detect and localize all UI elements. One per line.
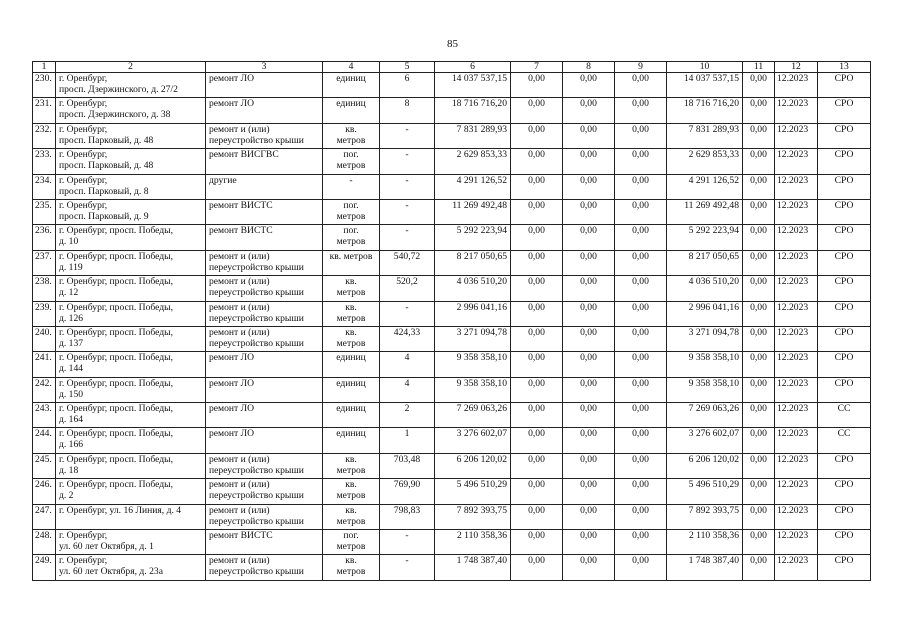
column-number-header-row [33, 62, 871, 73]
cost-cell: 0,00 [615, 174, 667, 199]
completion-date-cell: 12.2023 [775, 250, 818, 275]
funding-source-cell: СС [818, 428, 871, 453]
cost-cell: 6 206 120,02 [667, 453, 743, 478]
cost-cell: 0,00 [511, 326, 563, 351]
cost-cell: 0,00 [563, 403, 615, 428]
cost-cell: 3 271 094,78 [667, 326, 743, 351]
funding-source-cell: СРО [818, 479, 871, 504]
cost-cell: 0,00 [615, 149, 667, 174]
work-type-cell: ремонт ЛО [206, 428, 323, 453]
total-cost-cell: 4 291 126,52 [435, 174, 511, 199]
table-row [33, 123, 871, 148]
work-type-cell: ремонт и (или) переустройство крыши [206, 276, 323, 301]
table-body [33, 73, 871, 581]
unit-cell: кв. метров [323, 504, 380, 529]
cost-cell: 18 716 716,20 [667, 98, 743, 123]
cost-cell: 0,00 [511, 174, 563, 199]
work-type-cell: ремонт и (или) переустройство крыши [206, 504, 323, 529]
quantity-cell: 8 [380, 98, 435, 123]
funding-source-cell: СРО [818, 555, 871, 580]
column-number: 8 [563, 62, 615, 73]
row-number: 235. [33, 199, 56, 224]
unit-cell: кв. метров [323, 453, 380, 478]
completion-date-cell: 12.2023 [775, 199, 818, 224]
cost-cell: 0,00 [615, 555, 667, 580]
address-cell: г. Оренбург, ул. 60 лет Октября, д. 1 [56, 530, 206, 555]
column-number: 7 [511, 62, 563, 73]
address-cell: г. Оренбург, просп. Победы, д. 150 [56, 377, 206, 402]
address-cell: г. Оренбург, просп. Парковый, д. 8 [56, 174, 206, 199]
quantity-cell: 769,90 [380, 479, 435, 504]
unit-cell: единиц [323, 403, 380, 428]
completion-date-cell: 12.2023 [775, 530, 818, 555]
table-row [33, 504, 871, 529]
quantity-cell: 1 [380, 428, 435, 453]
address-cell: г. Оренбург, просп. Победы, д. 2 [56, 479, 206, 504]
completion-date-cell: 12.2023 [775, 276, 818, 301]
cost-cell: 0,00 [563, 98, 615, 123]
cost-cell: 2 996 041,16 [667, 301, 743, 326]
total-cost-cell: 14 037 537,15 [435, 73, 511, 98]
total-cost-cell: 5 292 223,94 [435, 225, 511, 250]
total-cost-cell: 2 110 358,36 [435, 530, 511, 555]
completion-date-cell: 12.2023 [775, 326, 818, 351]
cost-cell: 0,00 [511, 98, 563, 123]
funding-source-cell: СРО [818, 301, 871, 326]
cost-cell: 0,00 [511, 276, 563, 301]
cost-cell: 14 037 537,15 [667, 73, 743, 98]
address-cell: г. Оренбург, просп. Дзержинского, д. 27/2 [56, 73, 206, 98]
column-number: 4 [323, 62, 380, 73]
total-cost-cell: 2 996 041,16 [435, 301, 511, 326]
cost-cell: 0,00 [563, 479, 615, 504]
cost-cell: 0,00 [511, 428, 563, 453]
quantity-cell: 520,2 [380, 276, 435, 301]
work-type-cell: ремонт ЛО [206, 98, 323, 123]
address-cell: г. Оренбург, просп. Парковый, д. 9 [56, 199, 206, 224]
table-row [33, 98, 871, 123]
cost-cell: 0,00 [563, 199, 615, 224]
column-number: 5 [380, 62, 435, 73]
cost-cell: 0,00 [743, 73, 775, 98]
cost-cell: 0,00 [615, 453, 667, 478]
cost-cell: 0,00 [743, 301, 775, 326]
table-row [33, 530, 871, 555]
quantity-cell: - [380, 199, 435, 224]
column-number: 3 [206, 62, 323, 73]
cost-cell: 0,00 [615, 530, 667, 555]
quantity-cell: - [380, 530, 435, 555]
cost-cell: 0,00 [615, 250, 667, 275]
quantity-cell: 703,48 [380, 453, 435, 478]
cost-cell: 0,00 [511, 352, 563, 377]
total-cost-cell: 9 358 358,10 [435, 377, 511, 402]
completion-date-cell: 12.2023 [775, 301, 818, 326]
cost-cell: 0,00 [511, 123, 563, 148]
cost-cell: 0,00 [511, 479, 563, 504]
quantity-cell: - [380, 301, 435, 326]
cost-cell: 0,00 [743, 123, 775, 148]
quantity-cell: - [380, 123, 435, 148]
completion-date-cell: 12.2023 [775, 504, 818, 529]
cost-cell: 0,00 [743, 225, 775, 250]
funding-source-cell: СРО [818, 276, 871, 301]
total-cost-cell: 18 716 716,20 [435, 98, 511, 123]
cost-cell: 9 358 358,10 [667, 377, 743, 402]
row-number: 241. [33, 352, 56, 377]
completion-date-cell: 12.2023 [775, 149, 818, 174]
cost-cell: 0,00 [615, 403, 667, 428]
quantity-cell: - [380, 555, 435, 580]
cost-cell: 0,00 [563, 301, 615, 326]
work-type-cell: ремонт и (или) переустройство крыши [206, 301, 323, 326]
work-type-cell: ремонт и (или) переустройство крыши [206, 555, 323, 580]
table-row [33, 453, 871, 478]
funding-source-cell: СРО [818, 453, 871, 478]
quantity-cell: 2 [380, 403, 435, 428]
cost-cell: 7 269 063,26 [667, 403, 743, 428]
column-number: 12 [775, 62, 818, 73]
table-row [33, 326, 871, 351]
address-cell: г. Оренбург, просп. Дзержинского, д. 38 [56, 98, 206, 123]
cost-cell: 1 748 387,40 [667, 555, 743, 580]
table-row [33, 301, 871, 326]
cost-cell: 0,00 [563, 530, 615, 555]
cost-cell: 0,00 [615, 199, 667, 224]
cost-cell: 0,00 [743, 276, 775, 301]
quantity-cell: 424,33 [380, 326, 435, 351]
cost-cell: 0,00 [563, 377, 615, 402]
address-cell: г. Оренбург, просп. Победы, д. 119 [56, 250, 206, 275]
unit-cell: единиц [323, 377, 380, 402]
table-row [33, 250, 871, 275]
cost-cell: 0,00 [743, 428, 775, 453]
funding-source-cell: СРО [818, 326, 871, 351]
cost-cell: 7 831 289,93 [667, 123, 743, 148]
total-cost-cell: 1 748 387,40 [435, 555, 511, 580]
table-row [33, 73, 871, 98]
unit-cell: пог. метров [323, 199, 380, 224]
table-row [33, 479, 871, 504]
cost-cell: 0,00 [563, 428, 615, 453]
cost-cell: 0,00 [511, 73, 563, 98]
funding-source-cell: СРО [818, 98, 871, 123]
completion-date-cell: 12.2023 [775, 555, 818, 580]
row-number: 242. [33, 377, 56, 402]
cost-cell: 0,00 [615, 276, 667, 301]
unit-cell: кв. метров [323, 250, 380, 275]
cost-cell: 0,00 [563, 73, 615, 98]
cost-cell: 0,00 [615, 428, 667, 453]
completion-date-cell: 12.2023 [775, 428, 818, 453]
cost-cell: 0,00 [511, 403, 563, 428]
cost-cell: 2 110 358,36 [667, 530, 743, 555]
row-number: 245. [33, 453, 56, 478]
row-number: 234. [33, 174, 56, 199]
column-number: 1 [33, 62, 56, 73]
unit-cell: единиц [323, 352, 380, 377]
address-cell: г. Оренбург, просп. Победы, д. 126 [56, 301, 206, 326]
completion-date-cell: 12.2023 [775, 123, 818, 148]
completion-date-cell: 12.2023 [775, 73, 818, 98]
work-type-cell: ремонт ЛО [206, 403, 323, 428]
work-type-cell: ремонт ВИСТС [206, 530, 323, 555]
quantity-cell: - [380, 149, 435, 174]
quantity-cell: - [380, 225, 435, 250]
address-cell: г. Оренбург, просп. Парковый, д. 48 [56, 123, 206, 148]
cost-cell: 5 496 510,29 [667, 479, 743, 504]
total-cost-cell: 11 269 492,48 [435, 199, 511, 224]
cost-cell: 0,00 [615, 98, 667, 123]
row-number: 248. [33, 530, 56, 555]
row-number: 232. [33, 123, 56, 148]
cost-cell: 0,00 [563, 123, 615, 148]
completion-date-cell: 12.2023 [775, 479, 818, 504]
address-cell: г. Оренбург, просп. Победы, д. 10 [56, 225, 206, 250]
work-type-cell: другие [206, 174, 323, 199]
quantity-cell: 4 [380, 352, 435, 377]
table-row [33, 428, 871, 453]
cost-cell: 0,00 [615, 504, 667, 529]
total-cost-cell: 8 217 050,65 [435, 250, 511, 275]
cost-cell: 0,00 [615, 301, 667, 326]
work-type-cell: ремонт и (или) переустройство крыши [206, 453, 323, 478]
address-cell: г. Оренбург, просп. Победы, д. 18 [56, 453, 206, 478]
work-type-cell: ремонт ВИСТС [206, 199, 323, 224]
funding-source-cell: СРО [818, 199, 871, 224]
table-row [33, 199, 871, 224]
cost-cell: 0,00 [563, 504, 615, 529]
unit-cell: единиц [323, 98, 380, 123]
work-type-cell: ремонт ЛО [206, 352, 323, 377]
table-row [33, 174, 871, 199]
address-cell: г. Оренбург, просп. Победы, д. 144 [56, 352, 206, 377]
quantity-cell: 540,72 [380, 250, 435, 275]
funding-source-cell: СРО [818, 352, 871, 377]
cost-cell: 0,00 [563, 276, 615, 301]
total-cost-cell: 3 271 094,78 [435, 326, 511, 351]
cost-cell: 0,00 [615, 352, 667, 377]
unit-cell: единиц [323, 73, 380, 98]
cost-cell: 11 269 492,48 [667, 199, 743, 224]
row-number: 231. [33, 98, 56, 123]
cost-cell: 0,00 [615, 479, 667, 504]
cost-cell: 0,00 [615, 225, 667, 250]
cost-cell: 0,00 [743, 326, 775, 351]
table-row [33, 377, 871, 402]
table-row [33, 276, 871, 301]
row-number: 246. [33, 479, 56, 504]
row-number: 244. [33, 428, 56, 453]
unit-cell: кв. метров [323, 123, 380, 148]
unit-cell: кв. метров [323, 326, 380, 351]
table-row [33, 149, 871, 174]
column-number: 6 [435, 62, 511, 73]
unit-cell: кв. метров [323, 276, 380, 301]
funding-source-cell: СРО [818, 504, 871, 529]
address-cell: г. Оренбург, просп. Победы, д. 137 [56, 326, 206, 351]
cost-cell: 0,00 [563, 174, 615, 199]
work-type-cell: ремонт ЛО [206, 377, 323, 402]
cost-cell: 0,00 [563, 149, 615, 174]
cost-cell: 0,00 [615, 377, 667, 402]
total-cost-cell: 7 892 393,75 [435, 504, 511, 529]
unit-cell: пог. метров [323, 225, 380, 250]
cost-cell: 0,00 [743, 403, 775, 428]
quantity-cell: - [380, 174, 435, 199]
table-row [33, 403, 871, 428]
unit-cell: - [323, 174, 380, 199]
completion-date-cell: 12.2023 [775, 98, 818, 123]
unit-cell: кв. метров [323, 555, 380, 580]
funding-source-cell: СС [818, 403, 871, 428]
cost-cell: 7 892 393,75 [667, 504, 743, 529]
cost-cell: 0,00 [563, 555, 615, 580]
total-cost-cell: 4 036 510,20 [435, 276, 511, 301]
page-number: 85 [447, 38, 458, 50]
cost-cell: 0,00 [743, 149, 775, 174]
cost-cell: 0,00 [563, 250, 615, 275]
cost-cell: 0,00 [563, 225, 615, 250]
cost-cell: 0,00 [511, 225, 563, 250]
completion-date-cell: 12.2023 [775, 225, 818, 250]
table-row [33, 225, 871, 250]
cost-cell: 0,00 [511, 250, 563, 275]
completion-date-cell: 12.2023 [775, 352, 818, 377]
funding-source-cell: СРО [818, 377, 871, 402]
completion-date-cell: 12.2023 [775, 377, 818, 402]
unit-cell: единиц [323, 428, 380, 453]
funding-source-cell: СРО [818, 225, 871, 250]
unit-cell: пог. метров [323, 149, 380, 174]
cost-cell: 0,00 [511, 504, 563, 529]
cost-cell: 0,00 [743, 352, 775, 377]
column-number: 11 [743, 62, 775, 73]
cost-cell: 0,00 [743, 199, 775, 224]
quantity-cell: 4 [380, 377, 435, 402]
address-cell: г. Оренбург, просп. Победы, д. 166 [56, 428, 206, 453]
completion-date-cell: 12.2023 [775, 453, 818, 478]
total-cost-cell: 5 496 510,29 [435, 479, 511, 504]
cost-cell: 0,00 [563, 352, 615, 377]
total-cost-cell: 7 269 063,26 [435, 403, 511, 428]
unit-cell: кв. метров [323, 479, 380, 504]
total-cost-cell: 3 276 602,07 [435, 428, 511, 453]
row-number: 237. [33, 250, 56, 275]
cost-cell: 0,00 [615, 123, 667, 148]
work-type-cell: ремонт ЛО [206, 73, 323, 98]
cost-cell: 0,00 [563, 326, 615, 351]
funding-source-cell: СРО [818, 149, 871, 174]
cost-cell: 0,00 [743, 174, 775, 199]
cost-cell: 0,00 [511, 377, 563, 402]
cost-cell: 0,00 [511, 530, 563, 555]
cost-cell: 0,00 [743, 555, 775, 580]
cost-cell: 0,00 [743, 98, 775, 123]
row-number: 239. [33, 301, 56, 326]
address-cell: г. Оренбург, просп. Победы, д. 12 [56, 276, 206, 301]
total-cost-cell: 6 206 120,02 [435, 453, 511, 478]
unit-cell: пог. метров [323, 530, 380, 555]
funding-source-cell: СРО [818, 123, 871, 148]
work-type-cell: ремонт ВИСТС [206, 225, 323, 250]
cost-cell: 4 291 126,52 [667, 174, 743, 199]
row-number: 230. [33, 73, 56, 98]
total-cost-cell: 9 358 358,10 [435, 352, 511, 377]
work-type-cell: ремонт и (или) переустройство крыши [206, 123, 323, 148]
table-row [33, 555, 871, 580]
cost-cell: 0,00 [743, 479, 775, 504]
cost-cell: 0,00 [743, 377, 775, 402]
cost-cell: 4 036 510,20 [667, 276, 743, 301]
cost-cell: 0,00 [615, 326, 667, 351]
table-row [33, 352, 871, 377]
funding-source-cell: СРО [818, 530, 871, 555]
row-number: 247. [33, 504, 56, 529]
column-number: 13 [818, 62, 871, 73]
quantity-cell: 6 [380, 73, 435, 98]
cost-cell: 0,00 [743, 530, 775, 555]
funding-source-cell: СРО [818, 174, 871, 199]
row-number: 236. [33, 225, 56, 250]
cost-cell: 0,00 [511, 453, 563, 478]
total-cost-cell: 2 629 853,33 [435, 149, 511, 174]
total-cost-cell: 7 831 289,93 [435, 123, 511, 148]
work-type-cell: ремонт и (или) переустройство крыши [206, 326, 323, 351]
cost-cell: 9 358 358,10 [667, 352, 743, 377]
cost-cell: 0,00 [615, 73, 667, 98]
unit-cell: кв. метров [323, 301, 380, 326]
work-type-cell: ремонт и (или) переустройство крыши [206, 479, 323, 504]
quantity-cell: 798,83 [380, 504, 435, 529]
address-cell: г. Оренбург, ул. 16 Линия, д. 4 [56, 504, 206, 529]
row-number: 243. [33, 403, 56, 428]
cost-cell: 0,00 [743, 250, 775, 275]
cost-cell: 0,00 [511, 149, 563, 174]
work-type-cell: ремонт ВИСГВС [206, 149, 323, 174]
cost-cell: 3 276 602,07 [667, 428, 743, 453]
completion-date-cell: 12.2023 [775, 174, 818, 199]
cost-cell: 0,00 [511, 199, 563, 224]
completion-date-cell: 12.2023 [775, 403, 818, 428]
cost-cell: 0,00 [563, 453, 615, 478]
funding-source-cell: СРО [818, 250, 871, 275]
cost-cell: 0,00 [743, 504, 775, 529]
address-cell: г. Оренбург, ул. 60 лет Октября, д. 23а [56, 555, 206, 580]
column-number: 2 [56, 62, 206, 73]
work-type-cell: ремонт и (или) переустройство крыши [206, 250, 323, 275]
cost-cell: 5 292 223,94 [667, 225, 743, 250]
row-number: 249. [33, 555, 56, 580]
address-cell: г. Оренбург, просп. Победы, д. 164 [56, 403, 206, 428]
cost-cell: 0,00 [511, 555, 563, 580]
row-number: 233. [33, 149, 56, 174]
cost-cell: 0,00 [743, 453, 775, 478]
cost-cell: 8 217 050,65 [667, 250, 743, 275]
row-number: 238. [33, 276, 56, 301]
cost-cell: 0,00 [511, 301, 563, 326]
funding-source-cell: СРО [818, 73, 871, 98]
column-number: 10 [667, 62, 743, 73]
column-number: 9 [615, 62, 667, 73]
cost-cell: 2 629 853,33 [667, 149, 743, 174]
row-number: 240. [33, 326, 56, 351]
repair-schedule-table [32, 61, 871, 581]
address-cell: г. Оренбург, просп. Парковый, д. 48 [56, 149, 206, 174]
